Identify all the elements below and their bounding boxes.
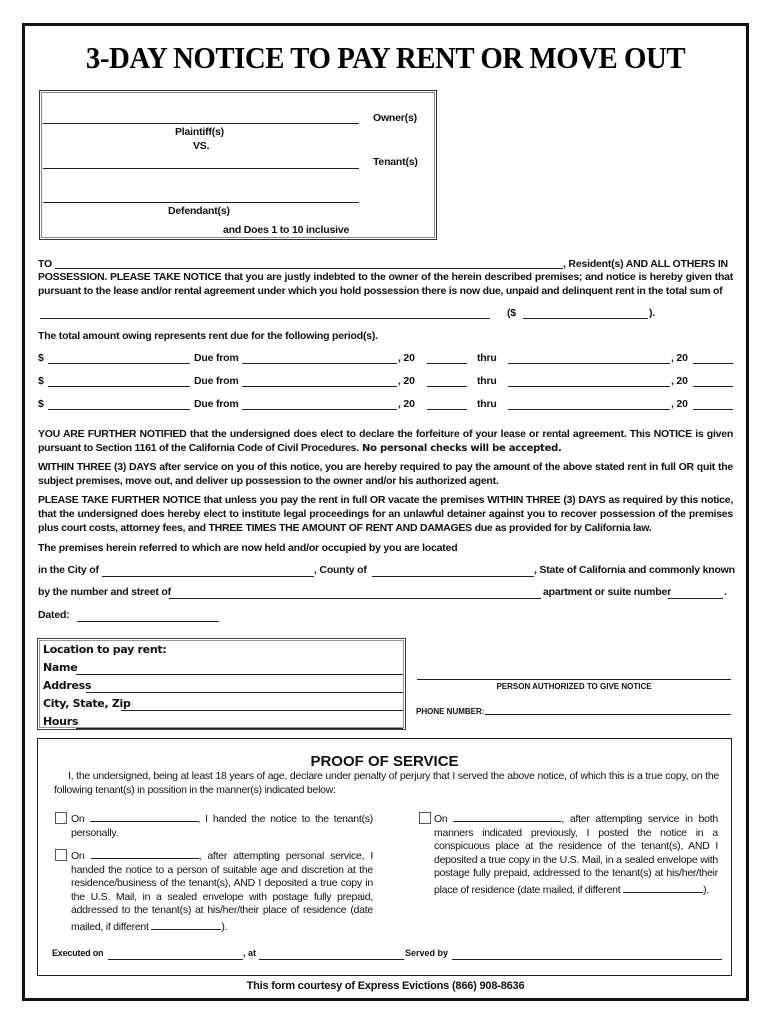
defendant-field[interactable] (43, 202, 359, 203)
street-field[interactable] (169, 598, 541, 599)
period-thru-date-field[interactable] (508, 409, 670, 410)
substituted-service-checkbox[interactable] (55, 848, 67, 866)
executed-on-label: Executed on (52, 948, 104, 958)
posting-service-date-field[interactable] (453, 810, 561, 822)
period-row (0, 398, 770, 416)
state-label: , State of California and commonly known (534, 564, 735, 576)
plaintiff-label: Plaintiff(s) (175, 126, 224, 138)
amount-close-paren: ). (649, 307, 656, 319)
amount-open-paren: ($ (507, 307, 516, 319)
due-from-label: Due from (194, 352, 239, 364)
period-row (0, 375, 770, 393)
street-label: by the number and street of (38, 586, 171, 598)
notice-text: that you are justly indebted to the owner of the herein described premises; and notice is hereby given that pursuant to the lease and/or rental agreement under which you hold possession there is now due, unpaid and delinquent rent in the total sum of (38, 271, 733, 297)
period-from-year-field[interactable] (427, 363, 467, 364)
pay-address-field[interactable] (86, 692, 403, 693)
dollar-label: $ (38, 375, 44, 387)
option-end: ). (221, 920, 228, 933)
within-lead: WITHIN THREE (3) DAYS (38, 461, 157, 473)
amount-numeric-field[interactable] (523, 318, 648, 319)
tenant-field[interactable] (43, 168, 359, 169)
proof-intro: I, the undersigned, being at least 18 years of age, declare under penalty of perjury that I served the above notice, of which this is a true copy, on the following tenant(s) in possition in the manner(s) indicated below: (54, 770, 719, 796)
notice-paragraph (38, 270, 733, 298)
personal-service-date-field[interactable] (90, 810, 198, 822)
at-label: , at (243, 948, 257, 958)
period-from-year-field[interactable] (427, 386, 467, 387)
to-residents-field[interactable] (55, 268, 563, 269)
no-checks-notice: No personal checks will be accepted. (358, 443, 562, 454)
substituted-service-date-field[interactable] (91, 847, 199, 859)
period-from-date-field[interactable] (242, 363, 397, 364)
on-label: On (434, 813, 448, 825)
substituted-service-option (71, 847, 373, 935)
pay-name-label: Name (43, 661, 78, 674)
period-thru-year-field[interactable] (693, 363, 733, 364)
substituted-mailed-date-field[interactable] (151, 918, 221, 930)
period-from-date-field[interactable] (242, 386, 397, 387)
period-amount-field[interactable] (48, 409, 190, 410)
city-field[interactable] (102, 576, 314, 577)
tenant-label: Tenant(s) (373, 156, 418, 168)
checkbox-icon (55, 812, 67, 824)
amount-in-words-field[interactable] (40, 318, 490, 319)
does-label: and Does 1 to 10 inclusive (223, 224, 350, 236)
pay-name-field[interactable] (76, 674, 403, 675)
year-label: , 20 (398, 398, 415, 410)
year-label: , 20 (671, 375, 688, 387)
period-from-year-field[interactable] (427, 409, 467, 410)
option-text: , after attempting service in both manners indicated previously, I posted the notice in a conspicuous place at the residence of the tenant(s), AND I deposited a true copy in the U.S. Mail, in a sealed envelope with postage fully prepaid, addressed to the tenant(s) at his/her/their place of residence (date mailed, if different (434, 813, 718, 896)
further-notified-text: that the undersigned does elect to declare the forfeiture of your lease or rental agreement. This NOTICE is given pursuant to Section 1161 of the California Code of Civil Procedures. (38, 428, 733, 454)
further-notice-text: that unless you pay the rent in full OR vacate the premises WITHIN THREE (3) DAYS as required by this notice, that the undersigned does hereby elect to institute legal proceedings for an unlawful detainer against you to recover possession of the premises plus court costs, attorney fees, and THREE TIMES THE AMOUNT OF RENT AND DAMAGES due as provided for by California law. (38, 494, 733, 534)
period-thru-date-field[interactable] (508, 386, 670, 387)
pay-city-field[interactable] (121, 710, 403, 711)
thru-label: thru (477, 398, 497, 410)
due-from-label: Due from (194, 398, 239, 410)
case-caption-box (39, 90, 437, 240)
notice-lead: POSSESSION. PLEASE TAKE NOTICE (38, 271, 222, 283)
on-label: On (71, 850, 85, 862)
year-label: , 20 (671, 398, 688, 410)
further-notice-lead: PLEASE TAKE FURTHER NOTICE (38, 494, 201, 506)
city-label: in the City of (38, 564, 99, 576)
proof-heading: PROOF OF SERVICE (310, 753, 459, 770)
pay-hours-field[interactable] (76, 728, 403, 729)
authorized-person-label: PERSON AUTHORIZED TO GIVE NOTICE (496, 682, 652, 691)
thru-label: thru (477, 352, 497, 364)
personal-service-option (71, 810, 373, 840)
further-notified-lead: YOU ARE FURTHER NOTIFIED (38, 428, 187, 440)
phone-label: PHONE NUMBER: (416, 707, 485, 716)
pay-city-label: City, State, Zip (43, 697, 131, 710)
residents-label: , Resident(s) AND ALL OTHERS IN (563, 258, 728, 270)
defendant-label: Defendant(s) (168, 205, 230, 217)
period-amount-field[interactable] (48, 363, 190, 364)
period-thru-date-field[interactable] (508, 363, 670, 364)
county-field[interactable] (372, 576, 534, 577)
page-title: 3-DAY NOTICE TO PAY RENT OR MOVE OUT (85, 40, 686, 75)
served-by-label: Served by (405, 948, 449, 958)
county-label: , County of (314, 564, 367, 576)
owner-plaintiff-field[interactable] (43, 123, 359, 124)
dated-label: Dated: (38, 609, 70, 621)
option-text: , after attempting personal service, I handed the notice to a person of suitable age and discretion at the residence/business of the tenant(s), AND I deposited a true copy in the U.S. Mail, in a sealed envelope with postage fully prepaid, addressed to the tenant(s) at his/her/their place of residence (date mailed, if different (71, 850, 373, 933)
posting-service-checkbox[interactable] (419, 811, 431, 829)
dollar-label: $ (38, 352, 44, 364)
period-thru-year-field[interactable] (693, 409, 733, 410)
periods-intro: The total amount owing represents rent due for the following period(s). (38, 330, 378, 342)
within-text: after service on you of this notice, you are hereby required to pay the amount of the above stated rent in full OR quit the subject premises, move out, and deliver up possession to the owner and/or his authorized agent. (38, 461, 733, 487)
checkbox-icon (55, 849, 67, 861)
phone-field[interactable] (485, 714, 731, 715)
option-text: , I handed the notice to the tenant(s) personally. (71, 813, 373, 839)
period-from-date-field[interactable] (242, 409, 397, 410)
served-by-field[interactable] (452, 959, 722, 960)
apartment-label: apartment or suite number (543, 586, 672, 598)
apartment-field[interactable] (668, 598, 723, 599)
dated-field[interactable] (77, 621, 219, 622)
checkbox-icon (419, 812, 431, 824)
period-amount-field[interactable] (48, 386, 190, 387)
pay-location-heading: Location to pay rent: (43, 643, 167, 656)
on-label: On (71, 813, 85, 825)
period-row (0, 352, 770, 370)
posting-mailed-date-field[interactable] (623, 881, 703, 893)
executed-on-field[interactable] (108, 959, 243, 960)
thru-label: thru (477, 375, 497, 387)
footer-courtesy: This form courtesy of Express Evictions (866) 908-8636 (246, 980, 525, 992)
option-end: ). (703, 883, 710, 896)
pay-location-box (37, 638, 406, 730)
street-end: . (724, 586, 727, 598)
personal-service-checkbox[interactable] (55, 811, 67, 829)
year-label: , 20 (398, 352, 415, 364)
year-label: , 20 (398, 375, 415, 387)
vs-label: VS. (193, 140, 210, 152)
dollar-label: $ (38, 398, 44, 410)
posting-service-option (434, 810, 718, 898)
proof-of-service-box (37, 738, 732, 976)
owner-label: Owner(s) (373, 112, 417, 124)
further-notified-paragraph (38, 427, 733, 456)
period-thru-year-field[interactable] (693, 386, 733, 387)
authorized-person-signature-field[interactable] (417, 679, 731, 680)
premises-intro: The premises herein referred to which are now held and/or occupied by you are located (38, 542, 458, 554)
pay-address-label: Address (43, 679, 92, 692)
year-label: , 20 (671, 352, 688, 364)
further-notice-paragraph (38, 493, 733, 535)
due-from-label: Due from (194, 375, 239, 387)
pay-hours-label: Hours (43, 715, 79, 728)
to-label: TO (38, 258, 52, 270)
executed-at-field[interactable] (259, 959, 404, 960)
within-three-days-paragraph (38, 460, 733, 488)
